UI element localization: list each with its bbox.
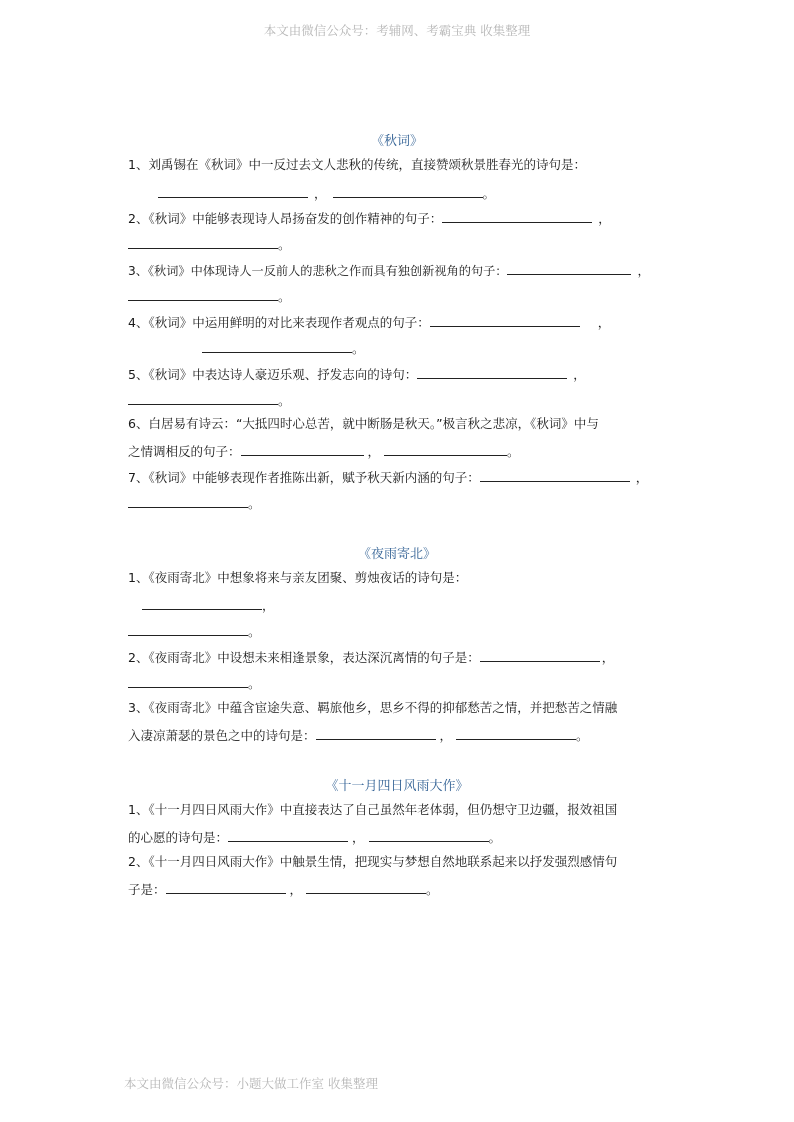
question-text: 1、《十一月四日风雨大作》中直接表达了自己虽然年老体弱，但仍想守卫边疆，报效祖国 — [128, 802, 618, 817]
period: 。 — [507, 444, 520, 459]
period: 。 — [248, 676, 261, 691]
answer-blank[interactable] — [128, 287, 278, 301]
answer-blank[interactable] — [369, 828, 489, 842]
question-line — [128, 726, 589, 744]
answer-blank[interactable] — [128, 622, 248, 636]
answer-line — [128, 494, 261, 512]
answer-blank[interactable] — [241, 442, 364, 456]
question-text: 1、《夜雨寄北》中想象将来与亲友团聚、剪烛夜话的诗句是： — [128, 570, 468, 585]
question-text: 的心愿的诗句是： — [128, 830, 229, 845]
answer-blank[interactable] — [306, 880, 426, 894]
separator: ， — [598, 211, 611, 226]
separator: ， — [601, 650, 615, 665]
question-line — [128, 880, 439, 898]
question-text: 5、《秋词》中表达诗人豪迈乐观、抒发志向的诗句： — [128, 367, 418, 382]
answer-blank[interactable] — [384, 442, 507, 456]
section-title-qiuci: 《秋词》 — [370, 134, 423, 149]
answer-blank[interactable] — [480, 468, 630, 482]
question-line — [128, 442, 520, 460]
question-line — [128, 648, 614, 666]
answer-blank[interactable] — [480, 648, 600, 662]
period: 。 — [482, 186, 496, 201]
answer-blank[interactable] — [456, 726, 576, 740]
separator: ， — [314, 186, 327, 201]
question-line — [128, 365, 586, 383]
answer-blank[interactable] — [128, 235, 278, 249]
period: 。 — [426, 882, 439, 897]
answer-blank[interactable] — [507, 261, 631, 275]
question-text: 3、《夜雨寄北》中蕴含宦途失意、羁旅他乡，思乡不得的抑郁愁苦之情，并把愁苦之情融 — [128, 700, 618, 715]
answer-blank[interactable] — [128, 494, 248, 508]
question-text: 之情调相反的句子： — [128, 444, 241, 459]
answer-blank[interactable] — [417, 365, 567, 379]
period: 。 — [278, 289, 291, 304]
answer-line — [128, 674, 261, 692]
period: 。 — [576, 728, 589, 743]
separator: ， — [597, 315, 611, 330]
period: 。 — [278, 393, 291, 408]
answer-line — [202, 339, 365, 357]
question-text: 子是： — [128, 882, 166, 897]
answer-blank[interactable] — [202, 339, 352, 353]
answer-blank[interactable] — [442, 209, 592, 223]
answer-blank[interactable] — [316, 726, 436, 740]
question-line — [128, 261, 650, 279]
answer-blank[interactable] — [158, 184, 308, 198]
separator: ， — [635, 470, 649, 485]
answer-line — [128, 287, 291, 305]
section-title-fengyudazuo: 《十一月四日风雨大作》 — [325, 779, 469, 794]
question-line — [128, 468, 648, 486]
question-text: 入凄凉萧瑟的景色之中的诗句是： — [128, 728, 316, 743]
question-line — [128, 313, 610, 331]
watermark-top: 本文由微信公众号：考辅网、考霸宝典 收集整理 — [263, 23, 531, 38]
answer-line — [128, 391, 291, 409]
answer-blank[interactable] — [430, 313, 580, 327]
period: 。 — [352, 341, 365, 356]
section-title-yeyujibei: 《夜雨寄北》 — [357, 547, 436, 562]
answer-blank[interactable] — [142, 596, 262, 610]
answer-blank[interactable] — [128, 674, 248, 688]
separator: ， — [637, 264, 650, 278]
watermark-bottom: 本文由微信公众号：小题大做工作室 收集整理 — [124, 1076, 378, 1091]
question-text: 3、《秋词》中体现诗人一反前人的悲秋之作而具有独创新视角的句子： — [128, 264, 508, 278]
period: 。 — [278, 237, 291, 252]
separator: ， — [439, 728, 453, 743]
period: 。 — [248, 624, 261, 639]
separator: ， — [367, 444, 381, 459]
separator: ， — [262, 598, 275, 613]
question-text: 4、《秋词》中运用鲜明的对比来表现作者观点的句子： — [128, 315, 430, 330]
answer-blank[interactable] — [166, 880, 286, 894]
question-text: 1、刘禹锡在《秋词》中一反过去文人悲秋的传统，直接赞颂秋景胜春光的诗句是： — [128, 157, 586, 172]
period: 。 — [248, 496, 261, 511]
question-line — [128, 209, 611, 227]
answer-line — [158, 184, 495, 202]
separator: ， — [289, 882, 303, 897]
answer-blank[interactable] — [128, 391, 278, 405]
answer-line — [128, 622, 261, 640]
period: 。 — [488, 830, 502, 845]
answer-blank[interactable] — [333, 184, 483, 198]
answer-line — [142, 596, 275, 614]
question-text: 2、《夜雨寄北》中设想未来相逢景象，表达深沉离情的句子是： — [128, 650, 480, 665]
question-text: 2、《秋词》中能够表现诗人昂扬奋发的创作精神的句子： — [128, 211, 443, 226]
answer-line — [128, 235, 291, 253]
question-line — [128, 828, 501, 846]
question-text: 6、白居易有诗云：“大抵四时心总苦，就中断肠是秋天。”极言秋之悲凉，《秋词》中与 — [128, 416, 599, 431]
question-text: 7、《秋词》中能够表现作者推陈出新，赋予秋天新内涵的句子： — [128, 470, 480, 485]
question-text: 2、《十一月四日风雨大作》中触景生情，把现实与梦想自然地联系起来以抒发强烈感情句 — [128, 854, 618, 869]
separator: ， — [352, 830, 365, 845]
separator: ， — [573, 367, 586, 382]
answer-blank[interactable] — [228, 828, 348, 842]
